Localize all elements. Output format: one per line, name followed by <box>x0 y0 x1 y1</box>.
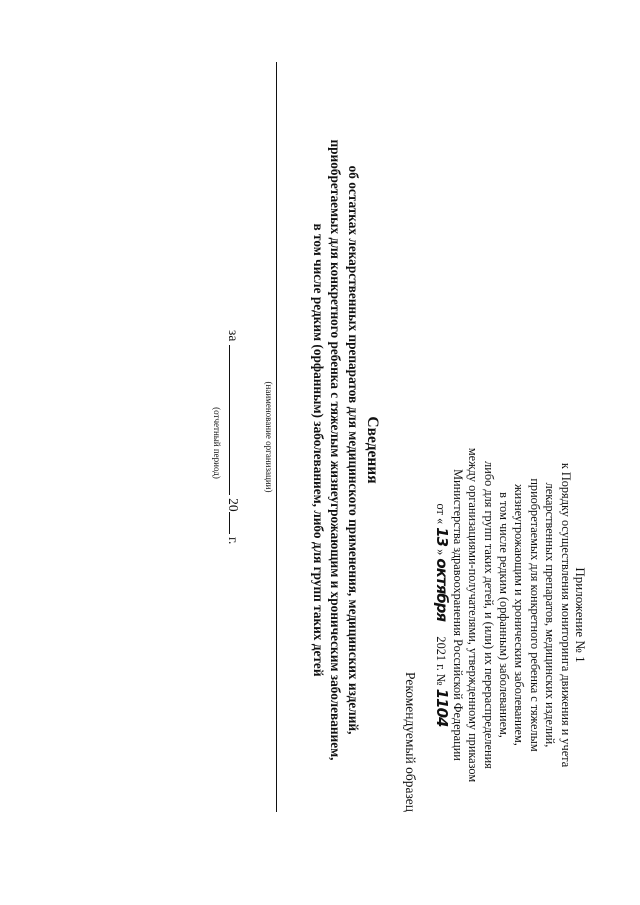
appendix-line: либо для групп таких детей, и (или) их перераспределения <box>481 461 496 769</box>
organization-name-line <box>276 62 277 812</box>
order-number-handwritten: 1104 <box>433 688 452 727</box>
appendix-title: Приложение № 1 <box>573 567 588 663</box>
order-day-handwritten: 13 <box>433 527 452 547</box>
period-suffix: г. <box>226 536 241 545</box>
order-date-line <box>433 395 452 835</box>
order-month-handwritten: октября <box>433 558 452 622</box>
reporting-period-line <box>225 330 241 630</box>
period-caption: (отчетный период) <box>212 407 222 479</box>
sample-label: Рекомендуемый образец <box>403 672 418 813</box>
period-year-blank <box>229 512 230 534</box>
document-heading <box>310 40 382 860</box>
period-prefix: за <box>226 330 241 342</box>
appendix-line: между организациями-получателями, утвержденному приказом <box>466 447 481 783</box>
order-year: 2021 г. № <box>434 636 449 686</box>
appendix-line: в том числе редким (орфанным) заболеванием, <box>496 492 511 738</box>
appendix-line: к Порядку осуществления мониторинга движения и учета <box>558 462 573 768</box>
order-mid: » <box>434 549 449 556</box>
heading-line: в том числе редким (орфанным) заболеванием, либо для групп таких детей <box>311 223 326 677</box>
heading-line: об остатках лекарственных препаратов для медицинского применения, медицинских изделий, <box>346 165 361 735</box>
appendix-line: Министерства здравоохранения Российской Федерации <box>450 469 465 761</box>
order-prefix: от « <box>434 503 449 525</box>
appendix-block <box>433 395 588 835</box>
appendix-line: жизнеугрожающим и хроническим заболеванием, <box>512 484 527 746</box>
period-blank <box>229 345 230 495</box>
appendix-line: лекарственных препаратов, медицинских изделий, <box>543 482 558 748</box>
heading-line: приобретаемых для конкретного ребенка с тяжелым жизнеугрожающим и хроническим заболеванием, <box>328 139 344 761</box>
period-year-prefix: 20 <box>226 498 241 512</box>
organization-caption: (наименование организации) <box>264 381 274 493</box>
appendix-line: приобретаемых для конкретного ребенка с тяжелым <box>527 478 542 752</box>
heading-title: Сведения <box>364 416 381 484</box>
